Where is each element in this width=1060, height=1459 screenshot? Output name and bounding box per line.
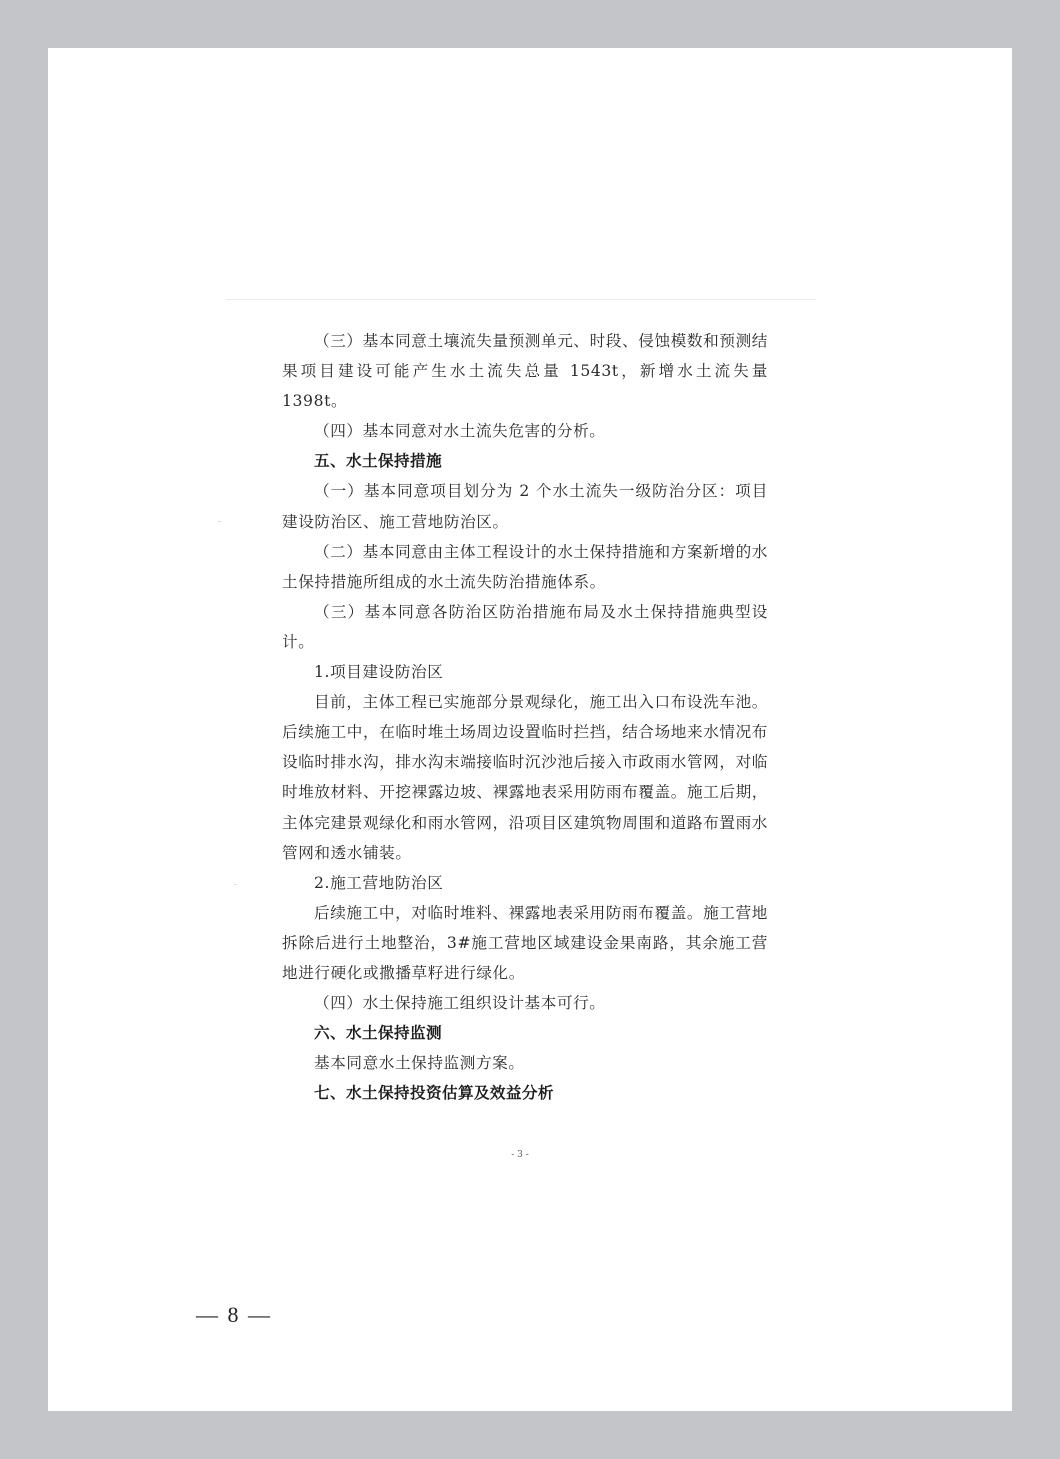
document-body [282,326,768,1108]
subheading-camp-zone: 2.施工营地防治区 [314,873,444,892]
inner-page-number: - 3 - [511,1150,529,1160]
scan-speck [234,884,237,885]
paragraph-measure-system: （二）基本同意由主体工程设计的水土保持措施和方案新增的水土保持措施所组成的水土流失防治措施体系。 [282,542,768,591]
subheading-construction-zone: 1.项目建设防治区 [314,663,444,682]
paragraph-construction-zone: 目前，主体工程已实施部分景观绿化，施工出入口布设洗车池。后续施工中，在临时堆土场周边设置临时拦挡，结合场地来水情况布设临时排水沟，排水沟末端接临时沉沙池后接入市政雨水管网，对临时堆放材料、开挖裸露边坡、裸露地表采用防雨布覆盖。施工后期，主体完建景观绿化和雨水管网，沿项目区建筑物周围和道路布置雨水管网和透水铺装。 [282,693,768,862]
paragraph-construction-organization: （四）水土保持施工组织设计基本可行。 [314,994,606,1013]
section-heading-investment: 七、水土保持投资估算及效益分析 [314,1084,554,1103]
paragraph-layout-design: （三）基本同意各防治区防治措施布局及水土保持措施典型设计。 [282,602,768,651]
section-heading-measures: 五、水土保持措施 [314,452,442,471]
paragraph-camp-zone: 后续施工中，对临时堆料、裸露地表采用防雨布覆盖。施工营地拆除后进行土地整治，3#施工营地区域建设金果南路，其余施工营地进行硬化或撒播草籽进行绿化。 [282,903,768,982]
section-heading-monitoring: 六、水土保持监测 [314,1024,442,1043]
paragraph-hazard-analysis: （四）基本同意对水土流失危害的分析。 [314,422,606,441]
outer-page-number: — 8 — [196,1302,272,1327]
scan-edge-line [226,299,816,300]
paragraph-zoning: （一）基本同意项目划分为 2 个水土流失一级防治分区：项目建设防治区、施工营地防治区。 [282,482,768,531]
scan-speck [218,521,221,522]
paragraph-soil-loss-prediction: （三）基本同意土壤流失量预测单元、时段、侵蚀模数和预测结果项目建设可能产生水土流失总量 1543t，新增水土流失量 1398t。 [282,332,768,411]
paragraph-monitoring: 基本同意水土保持监测方案。 [314,1054,525,1073]
